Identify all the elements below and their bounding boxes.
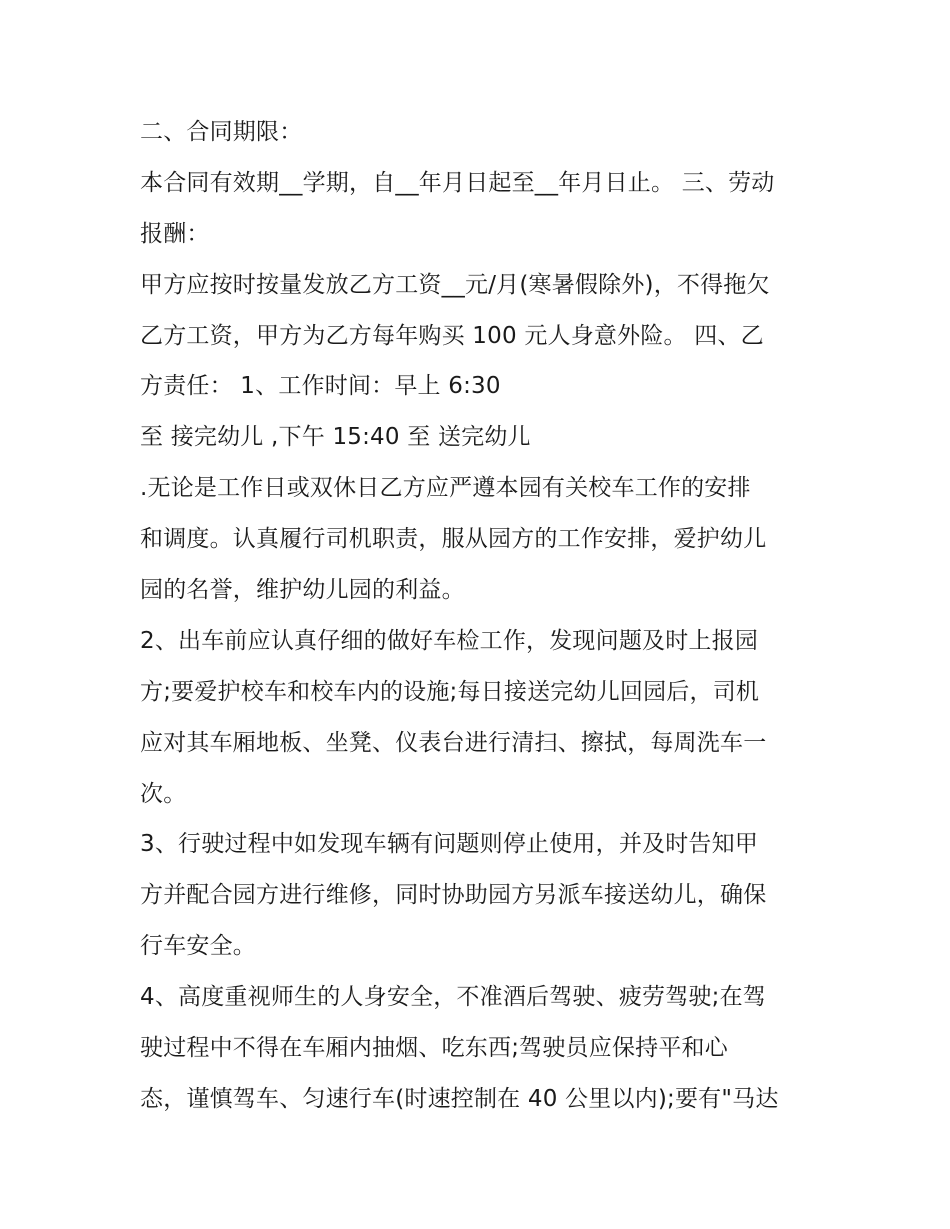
text-line: 方;要爱护校车和校车内的设施;每日接送完幼儿回园后，司机 xyxy=(140,678,760,705)
text-line: 和调度。认真履行司机职责，服从园方的工作安排，爱护幼儿 xyxy=(140,526,767,553)
text-line: 驶过程中不得在车厢内抽烟、吃东西;驾驶员应保持平和心 xyxy=(140,1035,728,1062)
document-body xyxy=(140,107,820,1125)
text-line: 次。 xyxy=(140,780,187,807)
text-line: 方并配合园方进行维修，同时协助园方另派车接送幼儿，确保 xyxy=(140,882,767,909)
text-line: 报酬： xyxy=(140,220,210,247)
text-line: 乙方工资，甲方为乙方每年购买 100 元人身意外险。 四、乙 xyxy=(140,322,764,349)
text-line: 4、高度重视师生的人身安全，不准酒后驾驶、疲劳驾驶;在驾 xyxy=(140,984,766,1011)
text-line: 方责任： 1、工作时间：早上 6:30 xyxy=(140,373,501,400)
text-line: 态，谨慎驾车、匀速行车(时速控制在 40 公里以内);要有"马达 xyxy=(140,1085,779,1112)
text-line: 甲方应按时按量发放乙方工资__元/月(寒暑假除外)，不得拖欠 xyxy=(140,271,770,298)
text-line: 应对其车厢地板、坐凳、仪表台进行清扫、擦拭，每周洗车一 xyxy=(140,729,767,756)
text-line: 2、出车前应认真仔细的做好车检工作，发现问题及时上报园 xyxy=(140,627,759,654)
text-line: 行车安全。 xyxy=(140,933,256,960)
section-heading-contract-term: 二、合同期限： xyxy=(140,119,303,145)
text-line: 3、行驶过程中如发现车辆有问题则停止使用，并及时告知甲 xyxy=(140,831,759,858)
text-line: 至 接完幼儿 ,下午 15:40 至 送完幼儿 xyxy=(140,424,531,451)
text-line: 园的名誉，维护幼儿园的利益。 xyxy=(140,577,465,604)
text-line: 本合同有效期__学期，自__年月日起至__年月日止。 三、劳动 xyxy=(140,169,775,196)
text-line: .无论是工作日或双休日乙方应严遵本园有关校车工作的安排 xyxy=(140,475,751,502)
